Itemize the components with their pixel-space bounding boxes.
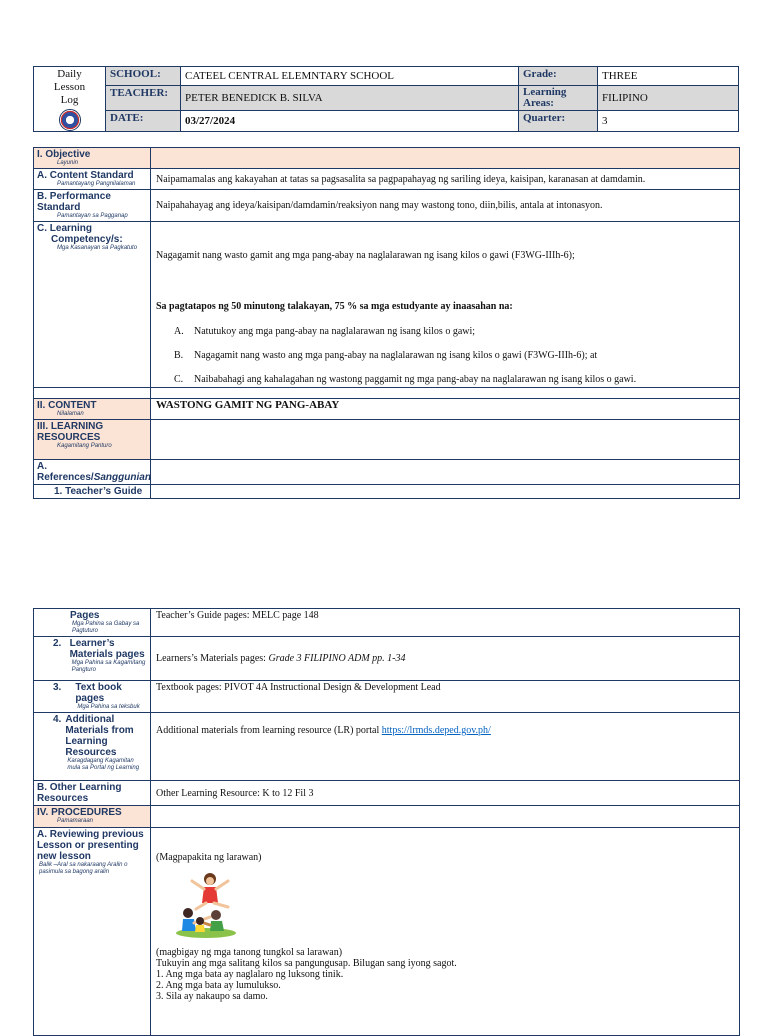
show-picture-text: (Magpapakita ng larawan) [156,852,262,863]
additional-sub: Karagdagang Kagamitan mula sa Portal ng Learning [67,758,140,771]
objective-empty [151,148,740,169]
references-label-cell [34,460,151,485]
teacher-label: TEACHER: [106,86,181,111]
header-table [33,66,739,132]
performance-standard-label-cell [34,190,151,222]
additional-label-cell [34,713,151,781]
competency-label-cell [34,222,151,388]
reviewing-label: A. Reviewing previous Lesson or presenting new lesson [37,829,144,862]
content-standard-label: A. Content Standard [37,170,134,181]
other-label: B. Other Learning Resources [34,781,151,806]
procedures-empty [151,806,740,828]
learning-areas-label: Learning Areas: [519,86,598,111]
references-label-italic: Sanggunian [93,472,151,483]
objective-item: B. Nagagamit nang wasto ang mga pang-abay na naglalarawan ng isang kilos o gawi (F3WG-IIIh-6); at [174,350,598,361]
quarter-value: 3 [598,111,739,132]
performance-standard-text: Naipahahayag ang ideya/kaisipan/damdamin/reaksiyon nang may wastong tono, diin,bilis, antala at intonasyon. [151,190,740,222]
pages-sub: Mga Pahina sa Gabay sa Pagtuturo [72,621,140,634]
other-text: Other Learning Resource: K to 12 Fil 3 [151,781,740,806]
objective-item: C. Naibabahagi ang kahalagahan ng wastong paggamit ng mga pang-abay na naglalarawan ng isang kilos o gawi. [174,374,637,385]
ask-questions-text: (magbigay ng mga tanong tungkol sa larawan) [156,947,343,958]
question-2: 2. Ang mga bata ay lumulukso. [156,980,281,991]
procedures-label: IV. PROCEDURES [37,807,122,818]
content-sub: Nilalaman [57,411,84,417]
dll-title: Daily Lesson Log [53,68,86,106]
learners-text: Learners’s Materials pages: [156,653,269,664]
competency-label-1: C. Learning [37,223,93,234]
references-empty [151,460,740,485]
grade-value: THREE [598,67,739,86]
reviewing-label-cell [34,828,151,1036]
objective-sub: Layunin [57,160,79,166]
school-value: CATEEL CENTRAL ELEMNTARY SCHOOL [181,67,519,86]
question-3: 3. Sila ay nakaupo sa damo. [156,991,268,1002]
content-standard-sub: Pamantayang Pangnilalaman [57,181,136,187]
content-standard-text: Naipamamalas ang kakayahan at tatas sa pagsasalita sa pagpapahayag ng sariling ideya, kaisipan, karanasan at damdamin. [151,169,740,190]
pages-label: Pages [70,610,100,621]
content-label: II. CONTENT [37,400,97,411]
learners-label-cell [34,637,151,681]
date-value: 03/27/2024 [181,111,519,132]
spacer-cell [34,388,151,399]
competency-text: Nagagamit nang wasto gamit ang mga pang-abay na naglalarawan ng isang kilos o gawi (F3WG-IIIh-6); [156,250,575,261]
performance-standard-sub: Pamantayan sa Pagganap [57,213,128,219]
grade-label: Grade: [519,67,598,86]
question-1: 1. Ang mga bata ay naglalaro ng luksong tinik. [156,969,344,980]
resources-label: III. LEARNING RESOURCES [37,421,104,443]
objective-item: A. Natutukoy ang mga pang-abay na naglalarawan ng isang kilos o gawi; [174,326,476,337]
reviewing-content [151,828,740,1036]
pages-label-cell [34,609,151,637]
competency-content [151,222,740,388]
instruction-text: Tukuyin ang mga salitang kilos sa pangungusap. Bilugan sang iyong sagot. [156,958,457,969]
quarter-label: Quarter: [519,111,598,132]
competency-sub: Mga Kasanayan sa Pagkatuto [57,245,138,251]
additional-label: Additional Materials from Learning Resources [65,714,134,758]
teachers-guide-empty [151,485,740,499]
learners-cell [151,637,740,681]
learners-num: 2. [53,638,62,649]
additional-text: Additional materials from learning resource (LR) portal [156,725,382,736]
references-label: A. References/ [37,461,94,483]
resources-label-cell [34,420,151,460]
performance-standard-label: B. Performance Standard [37,191,111,213]
lesson-table-part2 [33,608,740,1036]
learners-text-italic: Grade 3 FILIPINO ADM pp. 1-34 [268,653,406,664]
objective-label-cell [34,148,151,169]
additional-cell [151,713,740,781]
objective-label: I. Objective [37,149,91,160]
textbook-label-cell [34,681,151,713]
lr-portal-link[interactable]: https://lrmds.deped.gov.ph/ [381,725,491,736]
textbook-text: Textbook pages: PIVOT 4A Instructional Design & Development Lead [151,681,740,713]
deped-seal-icon [59,109,81,131]
competency-label-2: Competency/s: [51,234,123,245]
learners-sub: Mga Pahina sa Kagamitang Pangturo [71,660,146,673]
dll-title-cell [34,67,106,132]
teachers-guide-label: 1. Teacher’s Guide [34,485,151,499]
additional-num: 4. [53,714,62,725]
spacer-cell [151,388,740,399]
target-text: Sa pagtatapos ng 50 minutong talakayan, 75 % sa mga estudyante ay inaasahan na: [156,301,513,312]
pages-text: Teacher’s Guide pages: MELC page 148 [151,609,740,637]
textbook-sub: Mga Pahina sa teksbuk [77,704,140,710]
content-title: WASTONG GAMIT NG PANG-ABAY [156,399,340,411]
reviewing-sub: Balik –Aral sa nakaraang Aralin o pasimula sa bagong aralin [39,862,128,875]
textbook-label: Text book pages [75,682,122,704]
school-label: SCHOOL: [106,67,181,86]
resources-sub: Kagamitang Panturo [57,443,112,449]
children-playing-illustration [170,869,242,941]
content-title-cell [151,399,740,420]
textbook-num: 3. [53,682,62,693]
learning-areas-value: FILIPINO [598,86,739,111]
teacher-value: PETER BENEDICK B. SILVA [181,86,519,111]
lesson-table-part1 [33,147,740,499]
date-label: DATE: [106,111,181,132]
content-label-cell [34,399,151,420]
resources-empty [151,420,740,460]
learners-label: Learner’s Materials pages [69,638,145,660]
procedures-label-cell [34,806,151,828]
content-standard-label-cell [34,169,151,190]
procedures-sub: Pamamaraan [57,818,94,824]
